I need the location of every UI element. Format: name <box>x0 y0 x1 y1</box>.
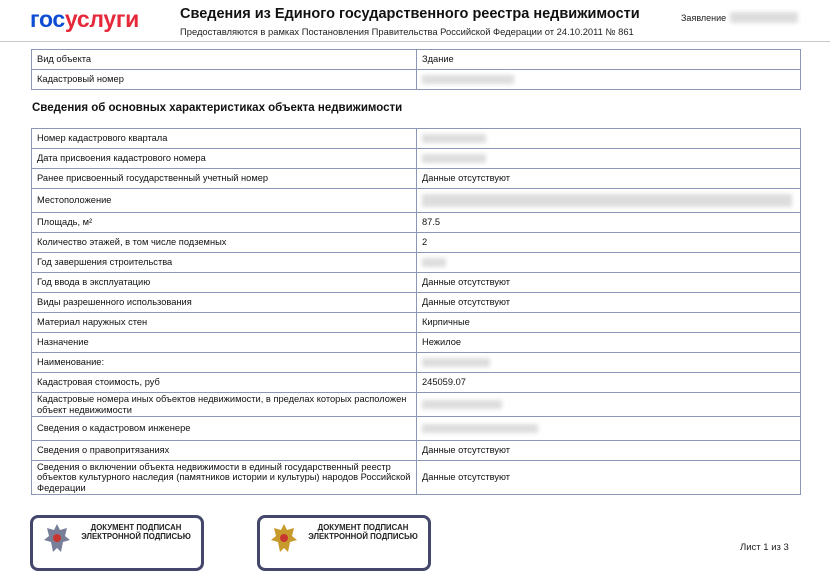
row-label: Кадастровые номера иных объектов недвижимости, в пределах которых расположен объект недвижимости <box>32 393 417 417</box>
object-info-table <box>31 49 801 90</box>
stamp-text: ДОКУМЕНТ ПОДПИСАН ЭЛЕКТРОННОЙ ПОДПИСЬЮ <box>81 523 191 541</box>
application-label: Заявление <box>681 13 727 23</box>
row-value: Данные отсутствуют <box>417 273 801 293</box>
table-row <box>32 129 801 149</box>
table-row <box>32 233 801 253</box>
page-number: Лист 1 из 3 <box>740 542 789 553</box>
table-row <box>32 461 801 495</box>
row-value-redacted <box>417 189 801 213</box>
row-value: 2 <box>417 233 801 253</box>
document-subtitle: Предоставляются в рамках Постановления Правительства Российской Федерации от 24.10.2011 № 861 <box>180 26 634 37</box>
table-row <box>32 373 801 393</box>
row-value-redacted <box>417 129 801 149</box>
row-label: Ранее присвоенный государственный учетный номер <box>32 169 417 189</box>
row-value: Данные отсутствуют <box>417 169 801 189</box>
row-label: Кадастровая стоимость, руб <box>32 373 417 393</box>
section-title: Сведения об основных характеристиках объекта недвижимости <box>32 102 403 114</box>
row-label: Год ввода в эксплуатацию <box>32 273 417 293</box>
row-value: Данные отсутствуют <box>417 461 801 495</box>
row-label: Местоположение <box>32 189 417 213</box>
table-row <box>32 353 801 373</box>
row-label: Номер кадастрового квартала <box>32 129 417 149</box>
table-row <box>32 189 801 213</box>
table-row <box>32 149 801 169</box>
eagle-emblem-icon <box>43 522 71 556</box>
table-row <box>32 50 801 70</box>
logo-part-gos: гос <box>30 6 65 32</box>
row-value-redacted <box>417 417 801 441</box>
gosuslugi-logo[interactable] <box>30 6 139 33</box>
header-divider <box>0 41 830 42</box>
row-label: Сведения о кадастровом инженере <box>32 417 417 441</box>
row-label: Год завершения строительства <box>32 253 417 273</box>
row-value-redacted <box>417 149 801 169</box>
row-value-redacted <box>417 353 801 373</box>
application-number-redacted <box>730 12 798 23</box>
logo-part-uslugi: услуги <box>64 6 139 32</box>
table-row <box>32 213 801 233</box>
document-title: Сведения из Единого государственного реестра недвижимости <box>180 6 640 22</box>
table-row <box>32 441 801 461</box>
row-value: Кирпичные <box>417 313 801 333</box>
row-value: Здание <box>417 50 801 70</box>
stamp-text: ДОКУМЕНТ ПОДПИСАН ЭЛЕКТРОННОЙ ПОДПИСЬЮ <box>308 523 418 541</box>
table-row <box>32 313 801 333</box>
table-row <box>32 273 801 293</box>
row-label: Сведения о правопритязаниях <box>32 441 417 461</box>
row-label: Вид объекта <box>32 50 417 70</box>
row-value: Нежилое <box>417 333 801 353</box>
row-label: Количество этажей, в том числе подземных <box>32 233 417 253</box>
table-row <box>32 333 801 353</box>
characteristics-table <box>31 128 801 495</box>
row-label: Сведения о включении объекта недвижимости в единый государственный реестр объектов культурного наследия (памятников истории и культуры) народов Российской Федерации <box>32 461 417 495</box>
row-value: Данные отсутствуют <box>417 441 801 461</box>
row-value: 87.5 <box>417 213 801 233</box>
row-label: Материал наружных стен <box>32 313 417 333</box>
e-signature-stamp <box>257 515 431 571</box>
row-value: 245059.07 <box>417 373 801 393</box>
table-row <box>32 417 801 441</box>
row-value: Данные отсутствуют <box>417 293 801 313</box>
row-label: Назначение <box>32 333 417 353</box>
table-row <box>32 253 801 273</box>
row-value-redacted <box>417 70 801 90</box>
row-label: Площадь, м² <box>32 213 417 233</box>
table-row <box>32 293 801 313</box>
table-row <box>32 70 801 90</box>
e-signature-stamp <box>30 515 204 571</box>
row-value-redacted <box>417 393 801 417</box>
row-value-redacted <box>417 253 801 273</box>
eagle-emblem-icon <box>270 522 298 556</box>
table-row <box>32 393 801 417</box>
row-label: Кадастровый номер <box>32 70 417 90</box>
row-label: Дата присвоения кадастрового номера <box>32 149 417 169</box>
row-label: Наименование: <box>32 353 417 373</box>
row-label: Виды разрешенного использования <box>32 293 417 313</box>
table-row <box>32 169 801 189</box>
